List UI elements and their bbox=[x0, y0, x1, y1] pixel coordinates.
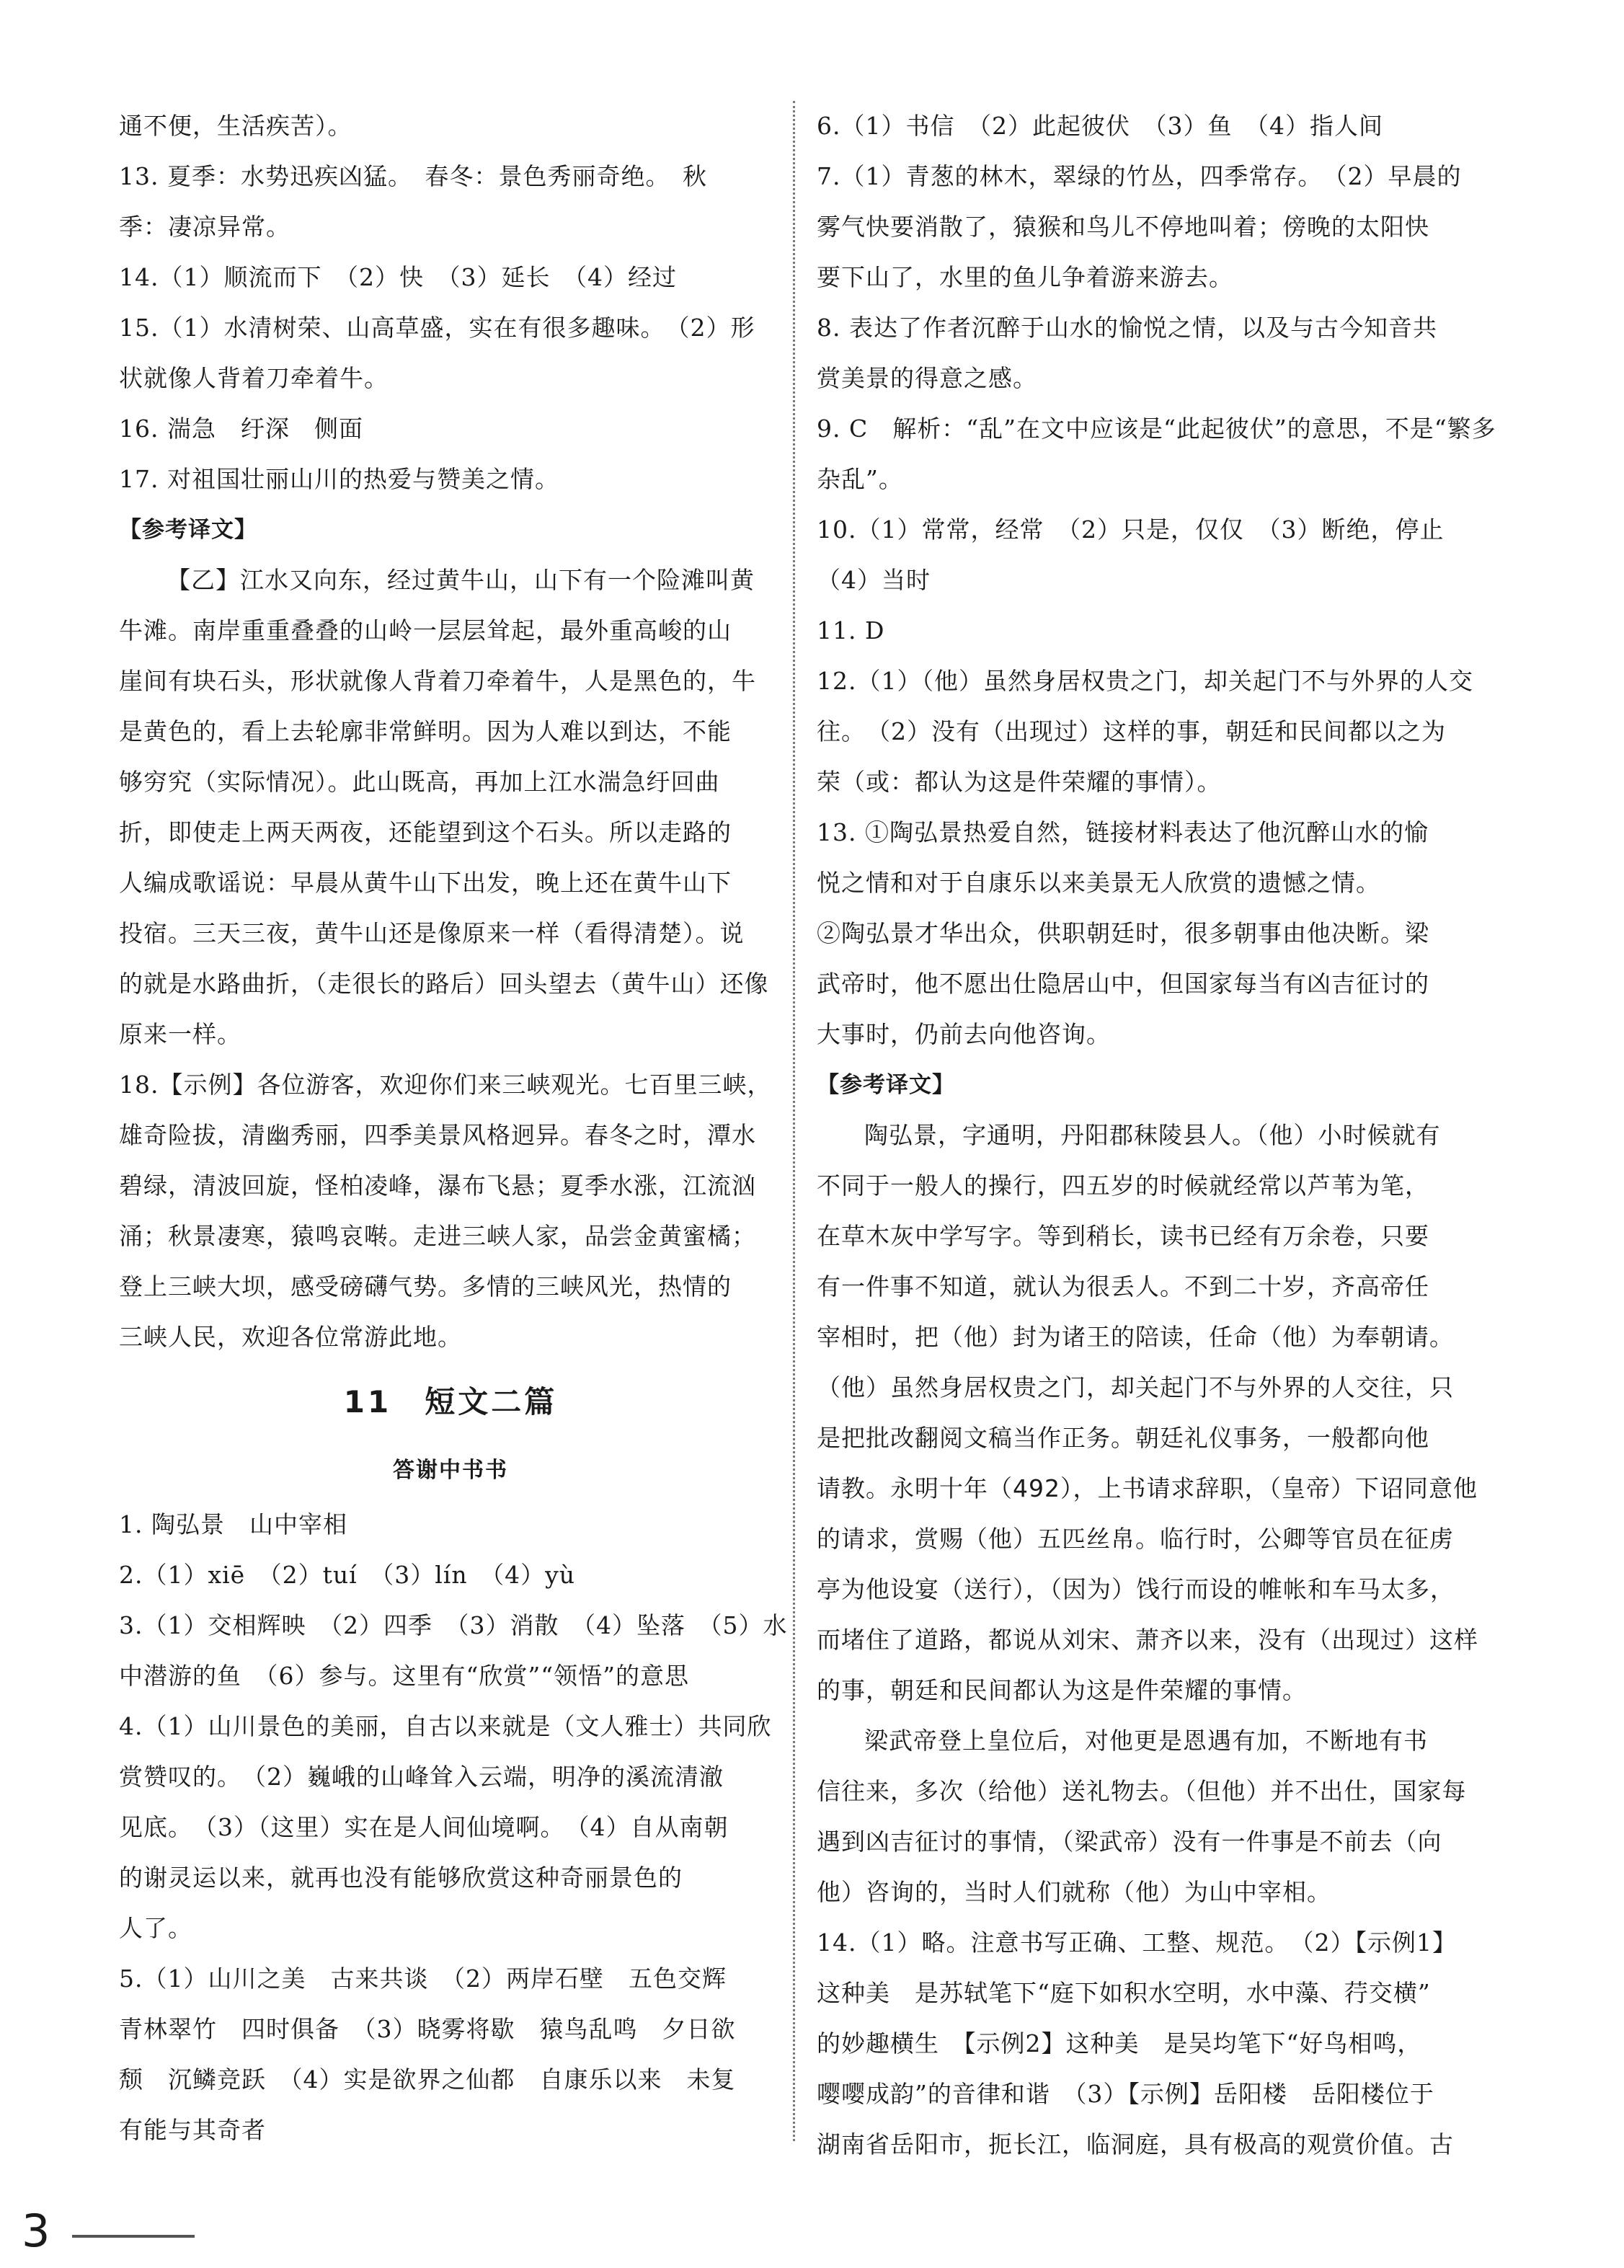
answer-line: 湖南省岳阳市，扼长江，临洞庭，具有极高的观赏价值。古 bbox=[817, 2130, 1454, 2158]
reference-translation-heading: 【参考译文】 bbox=[817, 1072, 955, 1098]
answer-line: 15.（1）水清树荣、山高草盛，实在有很多趣味。 （2）形 bbox=[119, 314, 755, 342]
translation-line: 的就是水路曲折，（走很长的路后）回头望去（黄牛山）还像 bbox=[119, 970, 769, 998]
translation-line: 折，即使走上两天两夜，还能望到这个石头。所以走路的 bbox=[119, 818, 732, 846]
translation-line: 他）咨询的，当时人们就称（他）为山中宰相。 bbox=[817, 1878, 1331, 1906]
answer-line: 10.（1）常常，经常 （2）只是，仅仅 （3）断绝，停止 bbox=[817, 515, 1445, 544]
answer-line: 人了。 bbox=[119, 1914, 192, 1942]
answer-line: 赏美景的得意之感。 bbox=[817, 364, 1037, 392]
answer-line: 嘤嘤成韵”的音律和谐 （3）【示例】岳阳楼 岳阳楼位于 bbox=[817, 2080, 1434, 2108]
translation-line: 在草木灰中学写字。等到稍长，读书已经有万余卷，只要 bbox=[817, 1222, 1429, 1250]
answer-line: 有能与其奇者 bbox=[119, 2116, 266, 2144]
translation-line: 信往来，多次（给他）送礼物去。（但他）并不出仕，国家每 bbox=[817, 1777, 1467, 1805]
answer-line: 登上三峡大坝，感受磅礴气势。多情的三峡风光，热情的 bbox=[119, 1272, 732, 1301]
left-answers-block bbox=[119, 101, 782, 505]
answer-line: 4.（1）山川景色的美丽，自古以来就是（文人雅士）共同欣 bbox=[119, 1712, 772, 1740]
translation-line: 梁武帝登上皇位后，对他更是恩遇有加，不断地有书 bbox=[864, 1727, 1428, 1755]
section-title: 11 短文二篇 bbox=[343, 1384, 558, 1419]
left-column bbox=[119, 101, 788, 2156]
reference-translation bbox=[817, 1110, 1480, 1918]
right-column bbox=[817, 101, 1496, 2170]
answer-line: 2.（1）xiē （2）tuí （3）lín （4）yù bbox=[119, 1561, 575, 1589]
answer-line: 14.（1）顺流而下 （2）快 （3）延长 （4）经过 bbox=[119, 263, 677, 291]
answer-line: 雄奇险拔，清幽秀丽，四季美景风格迥异。春冬之时，潭水 bbox=[119, 1121, 756, 1149]
answer-line: 3.（1）交相辉映 （2）四季 （3）消散 （4）坠落 （5）水 bbox=[119, 1611, 788, 1639]
translation-line: 是把批改翻阅文稿当作正务。朝廷礼仪事务，一般都向他 bbox=[817, 1424, 1429, 1452]
translation-line: 不同于一般人的操行，四五岁的时候就经常以芦苇为笔， bbox=[817, 1171, 1429, 1200]
translation-line: 【乙】江水又向东，经过黄牛山，山下有一个险滩叫黄 bbox=[167, 566, 755, 594]
right-answers-block bbox=[817, 101, 1496, 1060]
translation-line: 崖间有块石头，形状就像人背着刀牵着牛，人是黑色的，牛 bbox=[119, 667, 756, 695]
answer-line: 大事时，仍前去向他咨询。 bbox=[817, 1020, 1111, 1048]
answer-line: （4）当时 bbox=[817, 566, 931, 594]
answer-line: 12.（1）（他）虽然身居权贵之门，却关起门不与外界的人交 bbox=[817, 667, 1473, 695]
translation-line: 是黄色的，看上去轮廓非常鲜明。因为人难以到达，不能 bbox=[119, 717, 732, 745]
answer-line: ②陶弘景才华出众，供职朝廷时，很多朝事由他决断。梁 bbox=[817, 919, 1429, 947]
translation-line: 有一件事不知道，就认为很丢人。不到二十岁，齐高帝任 bbox=[817, 1272, 1429, 1301]
answer-line: 11. D bbox=[817, 616, 885, 644]
reference-translation bbox=[119, 555, 782, 1060]
answer-line: 青林翠竹 四时俱备 （3）晓雾将歇 猿鸟乱鸣 夕日欲 bbox=[119, 2015, 736, 2043]
translation-line: 而堵住了道路，都说从刘宋、萧齐以来，没有（出现过）这样 bbox=[817, 1626, 1478, 1654]
sub-title: 答谢中书书 bbox=[393, 1458, 508, 1483]
answer-line: 碧绿，清波回旋，怪柏凌峰，瀑布飞悬；夏季水涨，江流汹 bbox=[119, 1171, 756, 1200]
translation-line: 人编成歌谣说：早晨从黄牛山下出发，晚上还在黄牛山下 bbox=[119, 869, 732, 897]
section-answers bbox=[119, 1500, 788, 2156]
translation-line: 陶弘景，字通明，丹阳郡秣陵县人。（他）小时候就有 bbox=[864, 1121, 1441, 1149]
answer-line: 5.（1）山川之美 古来共谈 （2）两岸石壁 五色交辉 bbox=[119, 1964, 727, 1993]
answer-line: 的谢灵运以来，就再也没有能够欣赏这种奇丽景色的 bbox=[119, 1864, 683, 1892]
answer-line: 三峡人民，欢迎各位常游此地。 bbox=[119, 1323, 462, 1351]
translation-line: 原来一样。 bbox=[119, 1020, 241, 1048]
answer-line: 14.（1）略。注意书写正确、工整、规范。 （2）【示例1】 bbox=[817, 1928, 1457, 1957]
translation-line: 投宿。三天三夜，黄牛山还是像原来一样（看得清楚）。说 bbox=[119, 919, 745, 947]
answer-18 bbox=[119, 1060, 782, 1363]
answer-line: 颓 沉鳞竞跃 （4）实是欲界之仙都 自康乐以来 未复 bbox=[119, 2065, 736, 2094]
translation-line: 够穷究（实际情况）。此山既高，再加上江水湍急纡回曲 bbox=[119, 768, 720, 796]
translation-line: 亭为他设宴（送行），（因为）饯行而设的帷帐和车马太多， bbox=[817, 1575, 1455, 1603]
answer-line: 杂乱”。 bbox=[817, 465, 903, 493]
answer-line: 荣（或：都认为这是件荣耀的事情）。 bbox=[817, 768, 1222, 796]
translation-line: 的事，朝廷和民间都认为这是件荣耀的事情。 bbox=[817, 1676, 1307, 1704]
answer-line: 8. 表达了作者沉醉于山水的愉悦之情，以及与古今知音共 bbox=[817, 314, 1437, 342]
answer-line: 要下山了，水里的鱼儿争着游来游去。 bbox=[817, 263, 1233, 291]
answer-line: 赏赞叹的。 （2）巍峨的山峰耸入云端，明净的溪流清澈 bbox=[119, 1763, 724, 1791]
answer-line: 通不便，生活疾苦）。 bbox=[119, 112, 352, 140]
answer-line: 6.（1）书信 （2）此起彼伏 （3）鱼 （4）指人间 bbox=[817, 112, 1383, 140]
answer-line: 涌；秋景凄寒，猿鸣哀啭。走进三峡人家，品尝金黄蜜橘； bbox=[119, 1222, 756, 1250]
answer-line: 13. 夏季：水势迅疾凶猛。 春冬：景色秀丽奇绝。 秋 bbox=[119, 162, 707, 190]
translation-line: 宰相时，把（他）封为诸王的陪读，任命（他）为奉朝请。 bbox=[817, 1323, 1454, 1351]
answer-line: 见底。 （3）（这里）实在是人间仙境啊。 （4）自从南朝 bbox=[119, 1813, 729, 1841]
answer-line: 季：凄凉异常。 bbox=[119, 213, 290, 241]
answer-line: 悦之情和对于自康乐以来美景无人欣赏的遗憾之情。 bbox=[817, 869, 1380, 897]
answer-line: 16. 湍急 纡深 侧面 bbox=[119, 415, 363, 443]
answer-line: 的妙趣横生 【示例2】这种美 是吴均笔下“好鸟相鸣， bbox=[817, 2029, 1422, 2057]
answer-line: 18.【示例】各位游客，欢迎你们来三峡观光。七百里三峡， bbox=[119, 1071, 772, 1099]
translation-line: 牛滩。南岸重重叠叠的山岭一层层耸起，最外重高峻的山 bbox=[119, 616, 732, 644]
translation-line: 的请求，赏赐（他）五匹丝帛。临行时，公卿等官员在征虏 bbox=[817, 1525, 1454, 1553]
answer-line: 这种美 是苏轼笔下“庭下如积水空明，水中藻、荇交横” bbox=[817, 1979, 1431, 2007]
answer-line: 7.（1）青葱的林木，翠绿的竹丛，四季常存。 （2）早晨的 bbox=[817, 162, 1462, 190]
answer-line: 武帝时，他不愿出仕隐居山中，但国家每当有凶吉征讨的 bbox=[817, 970, 1429, 998]
answer-14 bbox=[817, 1918, 1480, 2170]
translation-line: （他）虽然身居权贵之门，却关起门不与外界的人交往，只 bbox=[817, 1373, 1454, 1401]
reference-translation-heading: 【参考译文】 bbox=[119, 517, 257, 543]
answer-line: 17. 对祖国壮丽山川的热爱与赞美之情。 bbox=[119, 465, 559, 493]
answer-line: 状就像人背着刀牵着牛。 bbox=[119, 364, 389, 392]
page-number-rule bbox=[72, 2235, 195, 2238]
translation-line: 遇到凶吉征讨的事情，（梁武帝）没有一件事是不前去（向 bbox=[817, 1828, 1442, 1856]
answer-line: 中潜游的鱼 （6）参与。这里有“欣赏”“领悟”的意思 bbox=[119, 1662, 689, 1690]
answer-line: 1. 陶弘景 山中宰相 bbox=[119, 1510, 347, 1538]
column-divider bbox=[793, 101, 795, 2141]
answer-line: 9. C 解析：“乱”在文中应该是“此起彼伏”的意思，不是“繁多 bbox=[817, 415, 1496, 443]
translation-line: 请教。永明十年（492），上书请求辞职，（皇帝）下诏同意他 bbox=[817, 1474, 1478, 1502]
answer-line: 雾气快要消散了，猿猴和鸟儿不停地叫着；傍晚的太阳快 bbox=[817, 213, 1429, 241]
answer-line: 往。 （2）没有（出现过）这样的事，朝廷和民间都以之为 bbox=[817, 717, 1446, 745]
answer-line: 13. ①陶弘景热爱自然，链接材料表达了他沉醉山水的愉 bbox=[817, 818, 1429, 846]
page-number: 3 bbox=[22, 2205, 50, 2257]
